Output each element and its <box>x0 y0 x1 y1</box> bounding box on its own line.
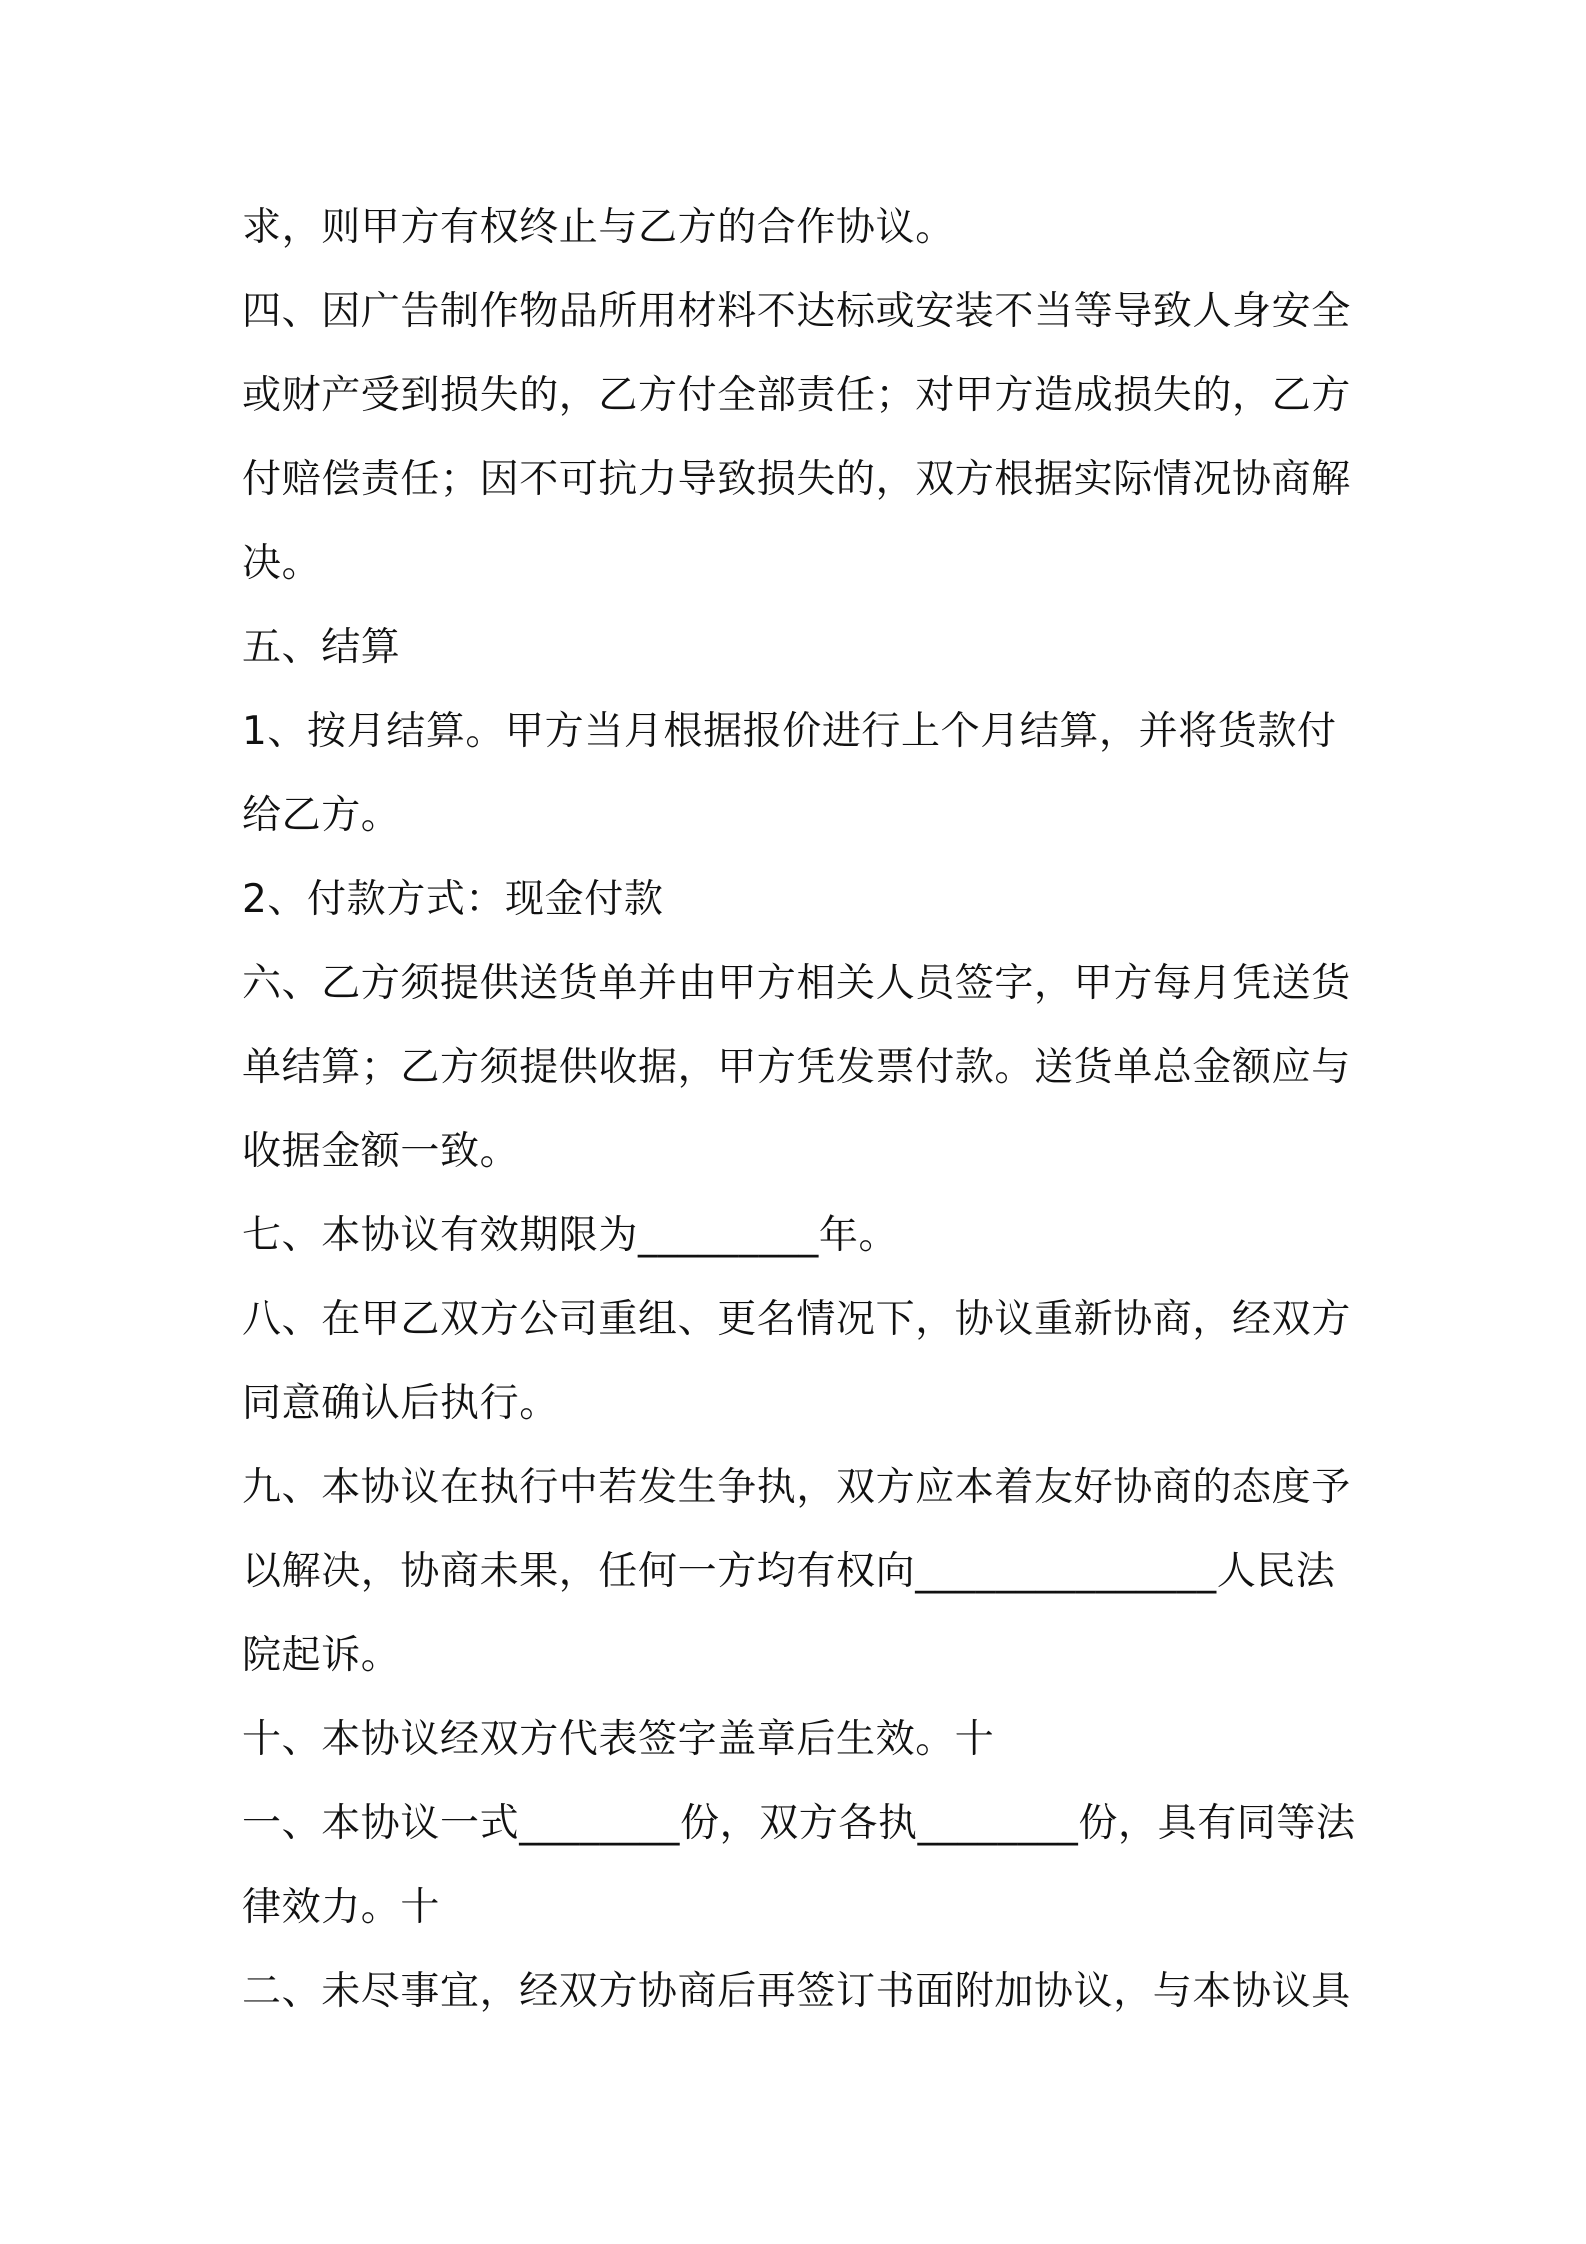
text-line: 律效力。十 <box>242 1885 441 1930</box>
text-line: 二、未尽事宜，经双方协商后再签订书面附加协议，与本协议具 <box>242 1969 1351 2014</box>
text-line: 以解决，协商未果，任何一方均有权向_______________人民法 <box>242 1549 1336 1594</box>
text-line: 一、本协议一式________份，双方各执________份，具有同等法 <box>242 1801 1356 1846</box>
text-line: 给乙方。 <box>242 793 401 838</box>
text-line: 六、乙方须提供送货单并由甲方相关人员签字，甲方每月凭送货 <box>242 961 1351 1006</box>
text-line: 七、本协议有效期限为_________年。 <box>242 1213 899 1258</box>
text-line: 院起诉。 <box>242 1633 401 1678</box>
section-heading: 五、结算 <box>242 625 401 670</box>
text-line: 或财产受到损失的，乙方付全部责任；对甲方造成损失的，乙方 <box>242 373 1351 418</box>
text-line: 四、因广告制作物品所用材料不达标或安装不当等导致人身安全 <box>242 289 1351 334</box>
text-line: 同意确认后执行。 <box>242 1381 559 1426</box>
text-line: 求，则甲方有权终止与乙方的合作协议。 <box>242 205 955 250</box>
text-line: 决。 <box>242 541 322 586</box>
text-line: 八、在甲乙双方公司重组、更名情况下，协议重新协商，经双方 <box>242 1297 1351 1342</box>
text-line: 2、付款方式：现金付款 <box>242 877 664 922</box>
text-line: 十、本协议经双方代表签字盖章后生效。十 <box>242 1717 995 1762</box>
text-line: 付赔偿责任；因不可抗力导致损失的，双方根据实际情况协商解 <box>242 457 1351 502</box>
text-line: 1、按月结算。甲方当月根据报价进行上个月结算，并将货款付 <box>242 709 1337 754</box>
text-line: 九、本协议在执行中若发生争执，双方应本着友好协商的态度予 <box>242 1465 1351 1510</box>
text-line: 收据金额一致。 <box>242 1129 520 1174</box>
text-line: 单结算；乙方须提供收据，甲方凭发票付款。送货单总金额应与 <box>242 1045 1351 1090</box>
